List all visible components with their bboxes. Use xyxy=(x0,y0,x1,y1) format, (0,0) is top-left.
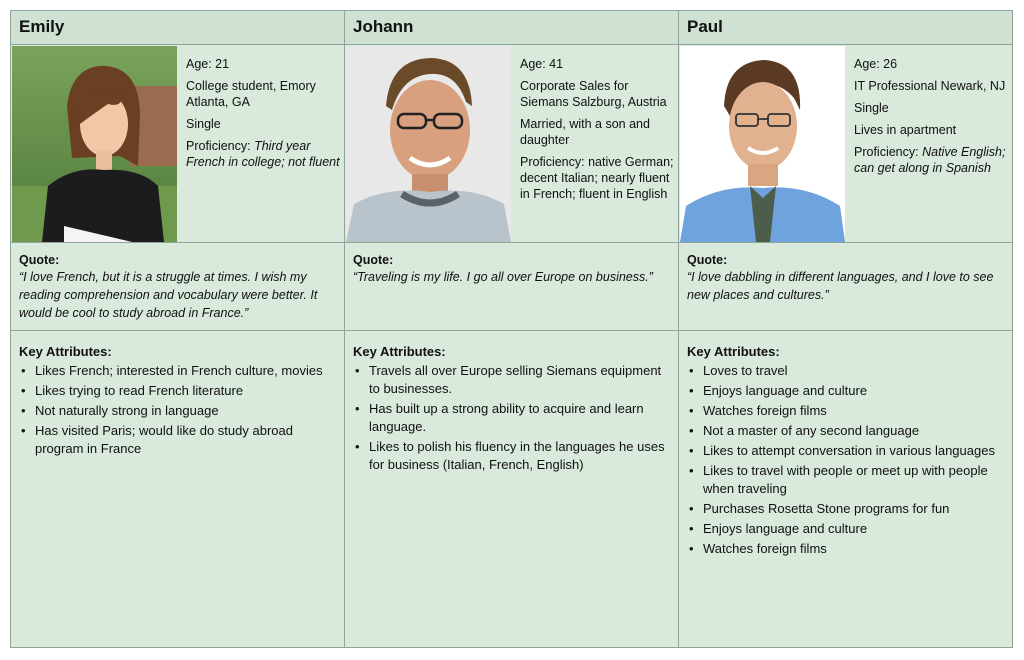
quote-text: “I love French, but it is a struggle at times. I wish my reading comprehension and vocabulary were better. It would be cool to study abroad in France.” xyxy=(19,270,318,320)
persona-photo xyxy=(680,46,845,242)
persona-detail: Lives in apartment xyxy=(854,123,957,137)
persona-detail: Married, with a son and daughter xyxy=(520,117,650,147)
quote-text: “Traveling is my life. I go all over Europe on business.” xyxy=(353,270,653,284)
list-item: • Likes trying to read French literature xyxy=(19,382,340,400)
persona-details xyxy=(520,56,674,208)
persona-profile xyxy=(345,45,678,243)
persona-column-emily xyxy=(11,11,345,647)
key-attributes-label: Key Attributes: xyxy=(19,344,112,359)
persona-profile xyxy=(679,45,1012,243)
list-item: • Enjoys language and culture xyxy=(687,382,1008,400)
persona-profile xyxy=(11,45,344,243)
key-attributes-label: Key Attributes: xyxy=(687,344,780,359)
list-item: • Has visited Paris; would like do study abroad program in France xyxy=(19,422,340,458)
persona-detail: Proficiency: native German; decent Italian; nearly fluent in French; fluent in English xyxy=(520,155,674,201)
persona-detail: College student, Emory Atlanta, GA xyxy=(186,79,316,109)
list-item: • Likes French; interested in French culture, movies xyxy=(19,362,340,380)
persona-column-paul xyxy=(679,11,1012,647)
persona-age: Age: 21 xyxy=(186,57,230,71)
persona-age: Age: 41 xyxy=(520,57,564,71)
list-item: • Enjoys language and culture xyxy=(687,520,1008,538)
persona-column-johann xyxy=(345,11,679,647)
persona-details xyxy=(854,56,1008,182)
attribute-list xyxy=(19,362,340,460)
persona-name: Emily xyxy=(19,17,65,36)
proficiency-value: Third year French in college; not fluent xyxy=(186,139,340,169)
list-item: • Travels all over Europe selling Siemans equipment to businesses. xyxy=(353,362,674,398)
list-item: • Watches foreign films xyxy=(687,540,1008,558)
persona-photo xyxy=(12,46,177,242)
persona-quote xyxy=(345,243,678,331)
quote-label: Quote: xyxy=(353,253,394,267)
persona-details xyxy=(186,56,340,176)
persona-detail: Single xyxy=(186,117,221,131)
persona-photo xyxy=(346,46,511,242)
list-item: • Likes to polish his fluency in the languages he uses for business (Italian, French, English) xyxy=(353,438,674,474)
persona-name: Johann xyxy=(353,17,414,36)
proficiency-label: Proficiency: xyxy=(186,139,255,153)
key-attributes xyxy=(679,331,1012,647)
list-item: • Watches foreign films xyxy=(687,402,1008,420)
quote-text: “I love dabbling in different languages, and I love to see new places and cultures.” xyxy=(687,270,994,302)
list-item: • Has built up a strong ability to acquire and learn language. xyxy=(353,400,674,436)
persona-proficiency xyxy=(186,138,340,170)
list-item: • Likes to travel with people or meet up with people when traveling xyxy=(687,462,1008,498)
persona-header xyxy=(679,11,1012,45)
quote-label: Quote: xyxy=(19,253,60,267)
persona-quote xyxy=(679,243,1012,331)
key-attributes-label: Key Attributes: xyxy=(353,344,446,359)
key-attributes xyxy=(11,331,344,647)
persona-detail: IT Professional Newark, NJ xyxy=(854,79,1006,93)
proficiency-value: Native English; can get along in Spanish xyxy=(854,145,1006,175)
persona-detail: Single xyxy=(854,101,889,115)
key-attributes xyxy=(345,331,678,647)
persona-name: Paul xyxy=(687,17,723,36)
list-item: • Not naturally strong in language xyxy=(19,402,340,420)
persona-header xyxy=(11,11,344,45)
list-item: • Purchases Rosetta Stone programs for fun xyxy=(687,500,1008,518)
proficiency-label: Proficiency: xyxy=(854,145,923,159)
persona-detail: Corporate Sales for Siemans Salzburg, Austria xyxy=(520,79,667,109)
persona-proficiency xyxy=(854,144,1008,176)
quote-label: Quote: xyxy=(687,253,728,267)
persona-header xyxy=(345,11,678,45)
list-item: • Not a master of any second language xyxy=(687,422,1008,440)
persona-table xyxy=(10,10,1013,648)
list-item: • Loves to travel xyxy=(687,362,1008,380)
persona-age: Age: 26 xyxy=(854,57,898,71)
attribute-list xyxy=(687,362,1008,560)
list-item: • Likes to attempt conversation in various languages xyxy=(687,442,1008,460)
attribute-list xyxy=(353,362,674,476)
persona-quote xyxy=(11,243,344,331)
